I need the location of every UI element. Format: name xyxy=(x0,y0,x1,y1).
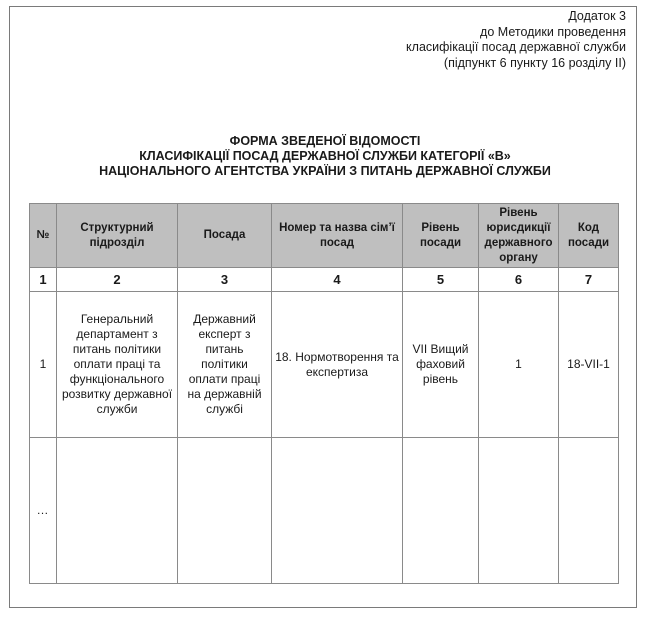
header-cell-position: Посада xyxy=(178,204,272,268)
position-level-cell xyxy=(403,438,479,584)
column-number: 4 xyxy=(272,268,403,292)
appendix-line-1: Додаток 3 xyxy=(568,9,626,23)
row-number: … xyxy=(30,438,57,584)
table-row xyxy=(30,292,619,438)
header-cell-level: Рівень посади xyxy=(403,204,479,268)
position-family-cell: 18. Нормотворення та експертиза xyxy=(272,292,403,438)
column-number: 2 xyxy=(57,268,178,292)
column-number: 5 xyxy=(403,268,479,292)
classification-table xyxy=(29,203,619,584)
position-cell xyxy=(178,438,272,584)
structural-unit-cell xyxy=(57,438,178,584)
title-line-1: ФОРМА ЗВЕДЕНОЇ ВІДОМОСТІ xyxy=(229,134,421,148)
position-code-cell xyxy=(559,438,619,584)
appendix-line-2: до Методики проведення xyxy=(480,24,626,39)
header-row xyxy=(30,204,619,268)
position-level-cell: VII Вищий фаховий рівень xyxy=(403,292,479,438)
column-number: 7 xyxy=(559,268,619,292)
appendix-line-4: (підпункт 6 пункту 16 розділу ІІ) xyxy=(443,55,626,70)
title-line-3: НАЦІОНАЛЬНОГО АГЕНТСТВА УКРАЇНИ З ПИТАНЬ ДЕРЖАВНОЇ СЛУЖБИ xyxy=(99,164,551,178)
column-number: 1 xyxy=(30,268,57,292)
jurisdiction-level-cell: 1 xyxy=(479,292,559,438)
appendix-line-3: класифікації посад державної служби xyxy=(406,40,626,54)
header-cell-number: № xyxy=(30,204,57,268)
header-cell-family: Номер та назва сім’ї посад xyxy=(272,204,403,268)
column-number: 3 xyxy=(178,268,272,292)
position-code-cell: 18-VII-1 xyxy=(559,292,619,438)
row-number: 1 xyxy=(30,292,57,438)
form-title xyxy=(0,134,650,179)
jurisdiction-level-cell xyxy=(479,438,559,584)
header-cell-unit: Структурний підрозділ xyxy=(57,204,178,268)
header-cell-jurisdiction: Рівень юрисдикції державного органу xyxy=(479,204,559,268)
appendix-note xyxy=(406,9,626,71)
column-number: 6 xyxy=(479,268,559,292)
position-family-cell xyxy=(272,438,403,584)
table-row xyxy=(30,438,619,584)
header-cell-code: Код посади xyxy=(559,204,619,268)
column-number-row xyxy=(30,268,619,292)
title-line-2: КЛАСИФІКАЦІЇ ПОСАД ДЕРЖАВНОЇ СЛУЖБИ КАТЕГОРІЇ «В» xyxy=(139,149,511,163)
position-cell: Державний експерт з питань політики оплати праці на державній службі xyxy=(178,292,272,438)
structural-unit-cell: Генеральний департамент з питань політики оплати праці та функціонального розвитку державної служби xyxy=(57,292,178,438)
